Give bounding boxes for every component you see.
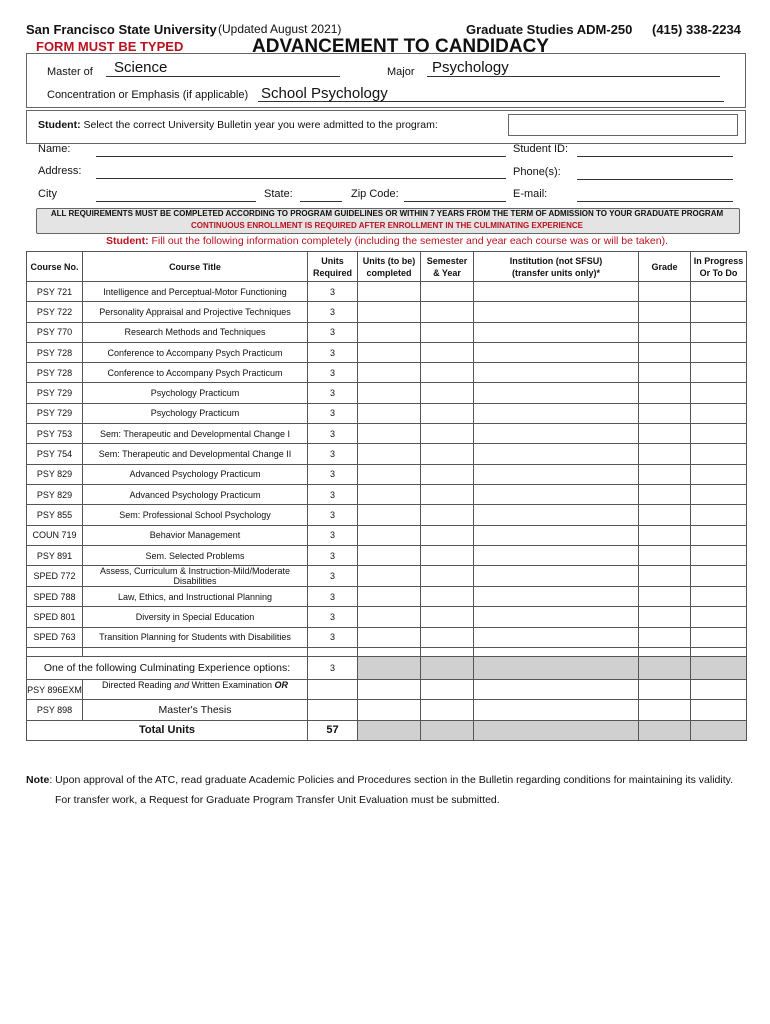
semester-cell[interactable]: [421, 383, 474, 403]
grade-cell[interactable]: [639, 505, 691, 525]
total-gray-cell: [358, 720, 421, 740]
semester-cell[interactable]: [421, 484, 474, 504]
student-instruction-label: Student:: [106, 235, 149, 247]
course-no: PSY 729: [27, 403, 83, 423]
thesis-course-title: Master's Thesis: [83, 700, 308, 720]
header-grade: Grade: [639, 252, 691, 282]
concentration-label: Concentration or Emphasis (if applicable): [47, 89, 249, 101]
units-required: 3: [308, 403, 358, 423]
course-title: Law, Ethics, and Instructional Planning: [83, 587, 308, 607]
course-no: PSY 829: [27, 484, 83, 504]
header-units-completed-2: completed: [366, 267, 412, 278]
table-row: [27, 627, 747, 647]
units-required: 3: [308, 566, 358, 587]
thesis-progress-cell[interactable]: [691, 700, 747, 720]
student-id-field[interactable]: [577, 156, 733, 157]
institution-cell[interactable]: [474, 627, 639, 647]
header-institution: [474, 252, 639, 282]
grade-cell[interactable]: [639, 607, 691, 627]
course-no: PSY 754: [27, 444, 83, 464]
header-semester: [421, 252, 474, 282]
units-completed-cell[interactable]: [358, 545, 421, 565]
address-field[interactable]: [96, 178, 506, 179]
units-required: 3: [308, 444, 358, 464]
culminating-gray-cell: [474, 657, 639, 680]
major-field[interactable]: [427, 59, 720, 77]
course-no: SPED 788: [27, 587, 83, 607]
units-completed-cell[interactable]: [358, 342, 421, 362]
semester-cell[interactable]: [421, 545, 474, 565]
total-gray-cell: [691, 720, 747, 740]
name-label: Name:: [38, 143, 71, 155]
total-label: Total Units: [27, 720, 308, 740]
culminating-gray-cell: [639, 657, 691, 680]
table-row: [27, 302, 747, 322]
note-label: Note: [26, 774, 50, 786]
culminating-units: 3: [308, 657, 358, 680]
institution-cell[interactable]: [474, 545, 639, 565]
bulletin-text: Select the correct University Bulletin year you were admitted to the program:: [83, 119, 438, 131]
header-units-completed: [358, 252, 421, 282]
header-units-required-1: Units: [321, 255, 344, 266]
course-no: SPED 801: [27, 607, 83, 627]
in-progress-cell[interactable]: [691, 607, 747, 627]
units-required: 3: [308, 302, 358, 322]
header-in-progress: [691, 252, 747, 282]
address-label: Address:: [38, 165, 82, 177]
grade-cell[interactable]: [639, 342, 691, 362]
concentration-field[interactable]: [258, 86, 724, 102]
exam-course-no: PSY 896EXM: [27, 680, 83, 700]
total-gray-cell: [639, 720, 691, 740]
course-no: COUN 719: [27, 525, 83, 545]
table-row: [27, 607, 747, 627]
grade-cell[interactable]: [639, 363, 691, 383]
table-row: [27, 464, 747, 484]
course-title: Advanced Psychology Practicum: [83, 484, 308, 504]
total-gray-cell: [474, 720, 639, 740]
units-completed-cell[interactable]: [358, 607, 421, 627]
in-progress-cell[interactable]: [691, 424, 747, 444]
units-required: 3: [308, 484, 358, 504]
spacer-cell: [83, 648, 308, 657]
course-title: Conference to Accompany Psych Practicum: [83, 363, 308, 383]
in-progress-cell[interactable]: [691, 302, 747, 322]
header-units-completed-1: Units (to be): [362, 255, 416, 266]
phone-number: (415) 338-2234: [652, 22, 741, 37]
units-completed-cell[interactable]: [358, 525, 421, 545]
student-instruction-text: Fill out the following information completely (including the semester and year each course was or will be taken).: [148, 235, 668, 247]
thesis-completed-cell[interactable]: [358, 700, 421, 720]
course-title: Conference to Accompany Psych Practicum: [83, 342, 308, 362]
in-progress-cell[interactable]: [691, 525, 747, 545]
in-progress-cell[interactable]: [691, 566, 747, 587]
semester-cell[interactable]: [421, 302, 474, 322]
units-required: 3: [308, 525, 358, 545]
thesis-grade-cell[interactable]: [639, 700, 691, 720]
zip-label: Zip Code:: [351, 188, 399, 200]
exam-completed-cell[interactable]: [358, 680, 421, 700]
grade-cell[interactable]: [639, 322, 691, 342]
table-row: [27, 525, 747, 545]
institution-cell[interactable]: [474, 282, 639, 302]
spacer-cell: [308, 648, 358, 657]
institution-cell[interactable]: [474, 444, 639, 464]
zip-field[interactable]: [404, 201, 506, 202]
units-required: 3: [308, 342, 358, 362]
units-required: 3: [308, 627, 358, 647]
table-row: [27, 383, 747, 403]
culminating-row: [27, 657, 747, 680]
institution-cell[interactable]: [474, 342, 639, 362]
phone-field[interactable]: [577, 179, 733, 180]
total-value: 57: [308, 720, 358, 740]
units-required: 3: [308, 464, 358, 484]
course-no: PSY 728: [27, 363, 83, 383]
header-course-title: Course Title: [83, 252, 308, 282]
semester-cell[interactable]: [421, 505, 474, 525]
course-title: Diversity in Special Education: [83, 607, 308, 627]
semester-cell[interactable]: [421, 444, 474, 464]
requirements-line-1: ALL REQUIREMENTS MUST BE COMPLETED ACCORDING TO PROGRAM GUIDELINES OR WITHIN 7 YEARS FROM THE TERM OF ADMISSION TO YOUR GRADUATE PROGRAM: [50, 209, 724, 218]
spacer-cell: [691, 648, 747, 657]
course-no: PSY 753: [27, 424, 83, 444]
bulletin-instruction: [38, 119, 438, 131]
state-field[interactable]: [300, 201, 342, 202]
table-header-row: [27, 252, 747, 282]
table-row: [27, 342, 747, 362]
units-completed-cell[interactable]: [358, 566, 421, 587]
city-field[interactable]: [96, 201, 256, 202]
units-completed-cell[interactable]: [358, 403, 421, 423]
course-no: PSY 729: [27, 383, 83, 403]
course-title: Advanced Psychology Practicum: [83, 464, 308, 484]
city-label: City: [38, 188, 57, 200]
institution-cell[interactable]: [474, 383, 639, 403]
total-row: [27, 720, 747, 740]
table-row: [27, 322, 747, 342]
student-instruction: [36, 235, 738, 247]
header-semester-1: Semester: [426, 255, 468, 266]
table-row: [27, 566, 747, 587]
in-progress-cell[interactable]: [691, 342, 747, 362]
table-row: [27, 363, 747, 383]
semester-cell[interactable]: [421, 342, 474, 362]
culminating-gray-cell: [358, 657, 421, 680]
course-no: PSY 722: [27, 302, 83, 322]
course-no: SPED 763: [27, 627, 83, 647]
table-row: [27, 403, 747, 423]
units-completed-cell[interactable]: [358, 383, 421, 403]
phone-label: Phone(s):: [513, 166, 561, 178]
semester-cell[interactable]: [421, 464, 474, 484]
semester-cell[interactable]: [421, 566, 474, 587]
master-of-value: Science: [114, 59, 168, 76]
in-progress-cell[interactable]: [691, 587, 747, 607]
course-no: PSY 855: [27, 505, 83, 525]
institution-cell[interactable]: [474, 566, 639, 587]
thesis-semester-cell[interactable]: [421, 700, 474, 720]
institution-cell[interactable]: [474, 464, 639, 484]
header-semester-2: & Year: [433, 267, 461, 278]
thesis-course-no: PSY 898: [27, 700, 83, 720]
course-no: SPED 772: [27, 566, 83, 587]
course-title: Assess, Curriculum & Instruction-Mild/Moderate Disabilities: [83, 566, 308, 587]
semester-cell[interactable]: [421, 282, 474, 302]
grade-cell[interactable]: [639, 302, 691, 322]
course-no: PSY 770: [27, 322, 83, 342]
course-title: Intelligence and Perceptual-Motor Functioning: [83, 282, 308, 302]
institution-cell[interactable]: [474, 302, 639, 322]
thesis-institution-cell[interactable]: [474, 700, 639, 720]
in-progress-cell[interactable]: [691, 363, 747, 383]
table-row: [27, 444, 747, 464]
institution-cell[interactable]: [474, 587, 639, 607]
course-title: Psychology Practicum: [83, 383, 308, 403]
course-no: PSY 891: [27, 545, 83, 565]
culminating-gray-cell: [421, 657, 474, 680]
semester-cell[interactable]: [421, 322, 474, 342]
units-completed-cell[interactable]: [358, 484, 421, 504]
units-completed-cell[interactable]: [358, 322, 421, 342]
table-row: [27, 282, 747, 302]
grade-cell[interactable]: [639, 282, 691, 302]
course-title: Research Methods and Techniques: [83, 322, 308, 342]
note-paragraph: [26, 774, 756, 786]
in-progress-cell[interactable]: [691, 282, 747, 302]
exam-title-or: OR: [274, 680, 288, 691]
in-progress-cell[interactable]: [691, 383, 747, 403]
units-completed-cell[interactable]: [358, 282, 421, 302]
grade-cell[interactable]: [639, 627, 691, 647]
semester-cell[interactable]: [421, 607, 474, 627]
spacer-cell: [474, 648, 639, 657]
institution-cell[interactable]: [474, 525, 639, 545]
bulletin-student-label: Student:: [38, 119, 81, 131]
institution-cell[interactable]: [474, 484, 639, 504]
grade-cell[interactable]: [639, 403, 691, 423]
header-course-no: Course No.: [27, 252, 83, 282]
course-table: [26, 251, 747, 741]
units-completed-cell[interactable]: [358, 587, 421, 607]
header-in-progress-2: Or To Do: [699, 267, 738, 278]
units-completed-cell[interactable]: [358, 505, 421, 525]
semester-cell[interactable]: [421, 363, 474, 383]
in-progress-cell[interactable]: [691, 545, 747, 565]
in-progress-cell[interactable]: [691, 322, 747, 342]
units-completed-cell[interactable]: [358, 424, 421, 444]
bulletin-year-select[interactable]: [508, 114, 738, 136]
grade-cell[interactable]: [639, 383, 691, 403]
total-gray-cell: [421, 720, 474, 740]
university-name: San Francisco State University: [26, 22, 217, 37]
course-title: Sem: Professional School Psychology: [83, 505, 308, 525]
table-row: [27, 424, 747, 444]
header-institution-1: Institution (not SFSU): [509, 255, 603, 266]
in-progress-cell[interactable]: [691, 403, 747, 423]
course-title: Sem: Therapeutic and Developmental Change I: [83, 424, 308, 444]
course-title: Behavior Management: [83, 525, 308, 545]
note-text: : Upon approval of the ATC, read graduate Academic Policies and Procedures section in the Bulletin regarding conditions for maintaining its validity.: [49, 774, 734, 786]
in-progress-cell[interactable]: [691, 484, 747, 504]
in-progress-cell[interactable]: [691, 444, 747, 464]
form-title: ADVANCEMENT TO CANDIDACY: [252, 36, 549, 57]
units-required: 3: [308, 322, 358, 342]
exam-institution-cell[interactable]: [474, 680, 639, 700]
state-label: State:: [264, 188, 293, 200]
exam-row: [27, 680, 747, 700]
exam-title-and: and: [174, 680, 190, 691]
spacer-cell: [27, 648, 83, 657]
note-transfer: For transfer work, a Request for Graduate Program Transfer Unit Evaluation must be submitted.: [55, 794, 500, 806]
semester-cell[interactable]: [421, 587, 474, 607]
semester-cell[interactable]: [421, 403, 474, 423]
grade-cell[interactable]: [639, 566, 691, 587]
exam-units-cell: [308, 680, 358, 700]
header-institution-2: (transfer units only)*: [511, 267, 600, 278]
in-progress-cell[interactable]: [691, 505, 747, 525]
units-required: 3: [308, 545, 358, 565]
culminating-label: One of the following Culminating Experience options:: [27, 657, 308, 680]
table-row: [27, 545, 747, 565]
exam-grade-cell[interactable]: [639, 680, 691, 700]
units-completed-cell[interactable]: [358, 302, 421, 322]
semester-cell[interactable]: [421, 627, 474, 647]
exam-progress-cell[interactable]: [691, 680, 747, 700]
spacer-row: [27, 648, 747, 657]
units-completed-cell[interactable]: [358, 464, 421, 484]
grade-cell[interactable]: [639, 464, 691, 484]
table-row: [27, 587, 747, 607]
units-required: 3: [308, 363, 358, 383]
units-required: 3: [308, 424, 358, 444]
course-title: Personality Appraisal and Projective Techniques: [83, 302, 308, 322]
spacer-cell: [421, 648, 474, 657]
header-units-required-2: Required: [312, 267, 352, 278]
thesis-units-cell: [308, 700, 358, 720]
table-row: [27, 505, 747, 525]
semester-cell[interactable]: [421, 525, 474, 545]
course-title: Transition Planning for Students with Disabilities: [83, 627, 308, 647]
units-completed-cell[interactable]: [358, 444, 421, 464]
course-title: Psychology Practicum: [83, 403, 308, 423]
major-label: Major: [387, 66, 415, 78]
header-units-required: [308, 252, 358, 282]
grade-cell[interactable]: [639, 525, 691, 545]
course-title: Sem. Selected Problems: [83, 545, 308, 565]
email-label: E-mail:: [513, 188, 548, 200]
institution-cell[interactable]: [474, 424, 639, 444]
exam-semester-cell[interactable]: [421, 680, 474, 700]
course-title: Sem: Therapeutic and Developmental Change II: [83, 444, 308, 464]
units-required: 3: [308, 383, 358, 403]
units-required: 3: [308, 607, 358, 627]
concentration-value: School Psychology: [261, 85, 388, 102]
requirements-line-2: CONTINUOUS ENROLLMENT IS REQUIRED AFTER ENROLLMENT IN THE CULMINATING EXPERIENCE: [190, 221, 583, 230]
course-no: PSY 728: [27, 342, 83, 362]
exam-title-2: Written Examination: [189, 680, 275, 691]
in-progress-cell[interactable]: [691, 627, 747, 647]
grade-cell[interactable]: [639, 444, 691, 464]
thesis-row: [27, 700, 747, 720]
spacer-cell: [358, 648, 421, 657]
header-in-progress-1: In Progress: [693, 255, 744, 266]
units-required: 3: [308, 282, 358, 302]
institution-cell[interactable]: [474, 505, 639, 525]
course-no: PSY 829: [27, 464, 83, 484]
grade-cell[interactable]: [639, 587, 691, 607]
name-field[interactable]: [96, 156, 506, 157]
spacer-cell: [639, 648, 691, 657]
units-completed-cell[interactable]: [358, 627, 421, 647]
master-of-label: Master of: [47, 66, 93, 78]
institution-cell[interactable]: [474, 607, 639, 627]
units-required: 3: [308, 505, 358, 525]
table-row: [27, 484, 747, 504]
updated-date: (Updated August 2021): [218, 22, 342, 36]
form-code: Graduate Studies ADM-250: [466, 22, 633, 37]
major-value: Psychology: [432, 59, 509, 76]
in-progress-cell[interactable]: [691, 464, 747, 484]
units-completed-cell[interactable]: [358, 363, 421, 383]
culminating-gray-cell: [691, 657, 747, 680]
semester-cell[interactable]: [421, 424, 474, 444]
grade-cell[interactable]: [639, 545, 691, 565]
institution-cell[interactable]: [474, 363, 639, 383]
form-typed-warning: FORM MUST BE TYPED: [36, 39, 184, 54]
grade-cell[interactable]: [639, 484, 691, 504]
course-no: PSY 721: [27, 282, 83, 302]
exam-title-1: Directed Reading: [102, 680, 175, 691]
institution-cell[interactable]: [474, 403, 639, 423]
exam-course-title: [83, 680, 308, 700]
units-required: 3: [308, 587, 358, 607]
master-of-field[interactable]: [106, 59, 340, 77]
email-field[interactable]: [577, 201, 733, 202]
grade-cell[interactable]: [639, 424, 691, 444]
institution-cell[interactable]: [474, 322, 639, 342]
student-id-label: Student ID:: [513, 143, 569, 155]
